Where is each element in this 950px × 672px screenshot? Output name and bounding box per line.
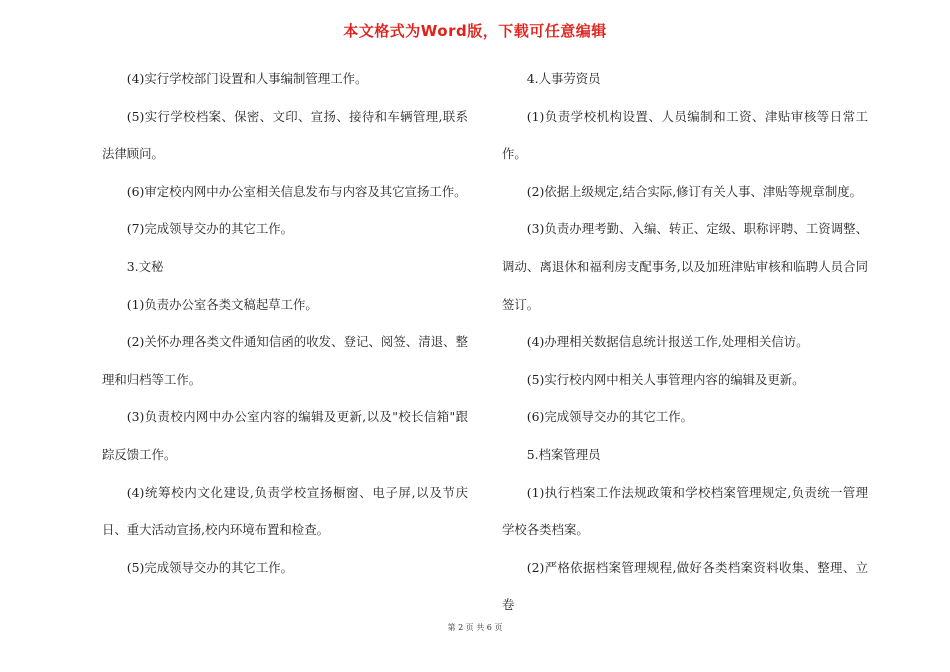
paragraph: (1)执行档案工作法规政策和学校档案管理规定,负责统一管理学校各类档案。 xyxy=(502,484,868,538)
paragraph: (6)审定校内网中办公室相关信息发布与内容及其它宣扬工作。 xyxy=(126,183,467,199)
section-heading: 5.档案管理员 xyxy=(526,446,601,462)
section-heading: 3.文秘 xyxy=(126,258,164,274)
paragraph: (7)完成领导交办的其它工作。 xyxy=(126,221,294,237)
word-format-banner: 本文格式为Word版，下载可任意编辑 xyxy=(343,22,607,40)
paragraph: (5)完成领导交办的其它工作。 xyxy=(126,559,294,575)
paragraph: (6)完成领导交办的其它工作。 xyxy=(526,409,694,425)
paragraph: (5)实行校内网中相关人事管理内容的编辑及更新。 xyxy=(526,371,805,387)
paragraph: (2)依据上级规定,结合实际,修订有关人事、津贴等规章制度。 xyxy=(526,183,862,199)
section-heading: 4.人事劳资员 xyxy=(526,71,601,86)
paragraph: (1)负责办公室各类文稿起草工作。 xyxy=(126,296,318,312)
paragraph: (2)关怀办理各类文件通知信函的收发、登记、阅签、清退、整理和归档等工作。 xyxy=(102,334,468,387)
paragraph: (3)负责办理考勤、入编、转正、定级、职称评聘、工资调整、调动、离退休和福利房支配事务,以及加班津贴审核和临聘人员合同签订。 xyxy=(502,221,868,312)
paragraph: (4)办理相关数据信息统计报送工作,处理相关信访。 xyxy=(526,334,809,350)
paragraph: (4)统筹校内文化建设,负责学校宣扬橱窗、电子屏,以及节庆日、重大活动宣扬,校内环境布置和检查。 xyxy=(102,484,468,538)
paragraph: (5)实行学校档案、保密、文印、宣扬、接待和车辆管理,联系法律顾问。 xyxy=(102,108,468,162)
page-number: 第 2 页 共 6 页 xyxy=(447,623,503,632)
paragraph: (3)负责校内网中办公室内容的编辑及更新,以及"校长信箱"跟踪反馈工作。 xyxy=(102,409,468,462)
right-text-column xyxy=(502,60,868,624)
paragraph: (4)实行学校部门设置和人事编制管理工作。 xyxy=(126,71,368,86)
paragraph: (1)负责学校机构设置、人员编制和工资、津贴审核等日常工作。 xyxy=(502,108,868,162)
left-text-column xyxy=(102,60,468,586)
paragraph: (2)严格依据档案管理规程,做好各类档案资料收集、整理、立卷 xyxy=(502,559,868,613)
